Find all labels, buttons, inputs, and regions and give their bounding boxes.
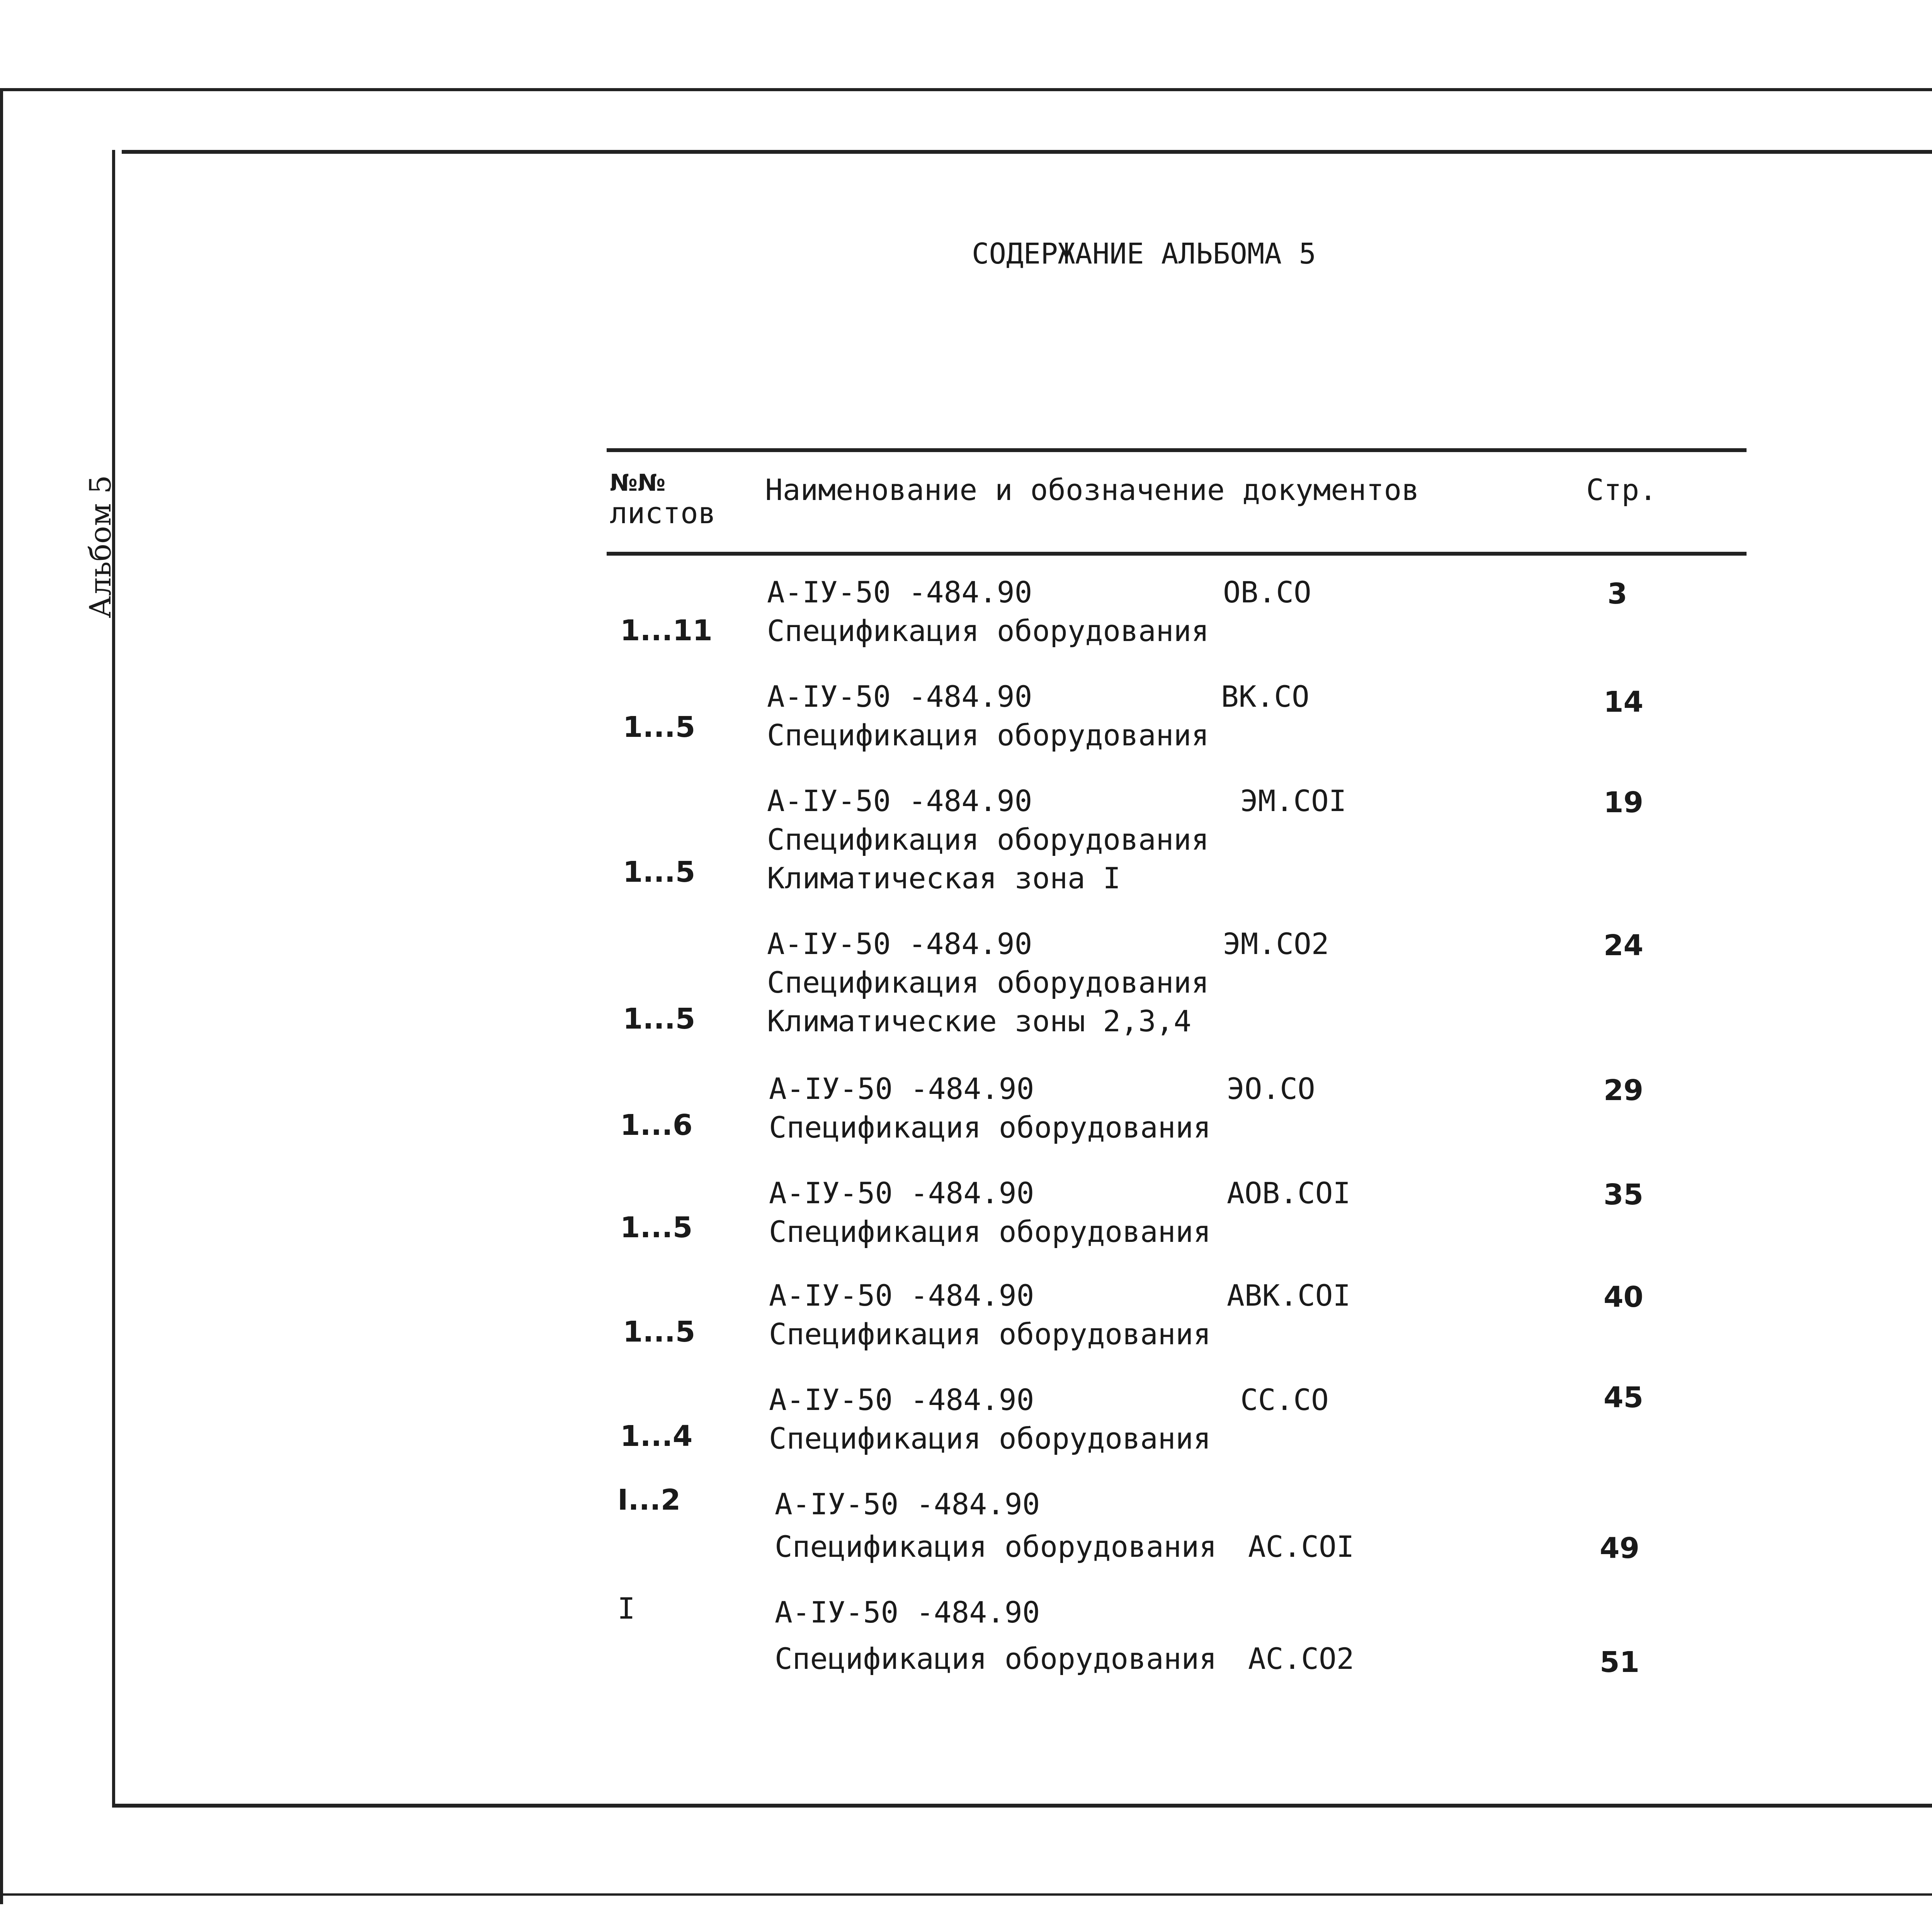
header-sheets: листов bbox=[610, 496, 716, 530]
row-desc: Спецификация оборудования bbox=[767, 965, 1209, 1000]
header-name: Наименование и обозначение документов bbox=[765, 473, 1419, 507]
row-page: 40 bbox=[1604, 1281, 1643, 1314]
row-page: 35 bbox=[1604, 1178, 1643, 1211]
row-page: 29 bbox=[1604, 1074, 1643, 1107]
row-sheets: 1...6 bbox=[620, 1109, 693, 1142]
frame-bottom-inner bbox=[112, 1804, 1932, 1808]
row-desc: Спецификация оборудования bbox=[775, 1641, 1217, 1676]
row-desc: Спецификация оборудования bbox=[769, 1214, 1211, 1249]
row-sheets: 1...4 bbox=[620, 1420, 693, 1453]
header-page: Стр. bbox=[1586, 473, 1657, 507]
row-mark: АС.СО2 bbox=[1248, 1641, 1354, 1676]
row-desc-2: Климатическая зона I bbox=[767, 861, 1121, 895]
row-sheets: 1...11 bbox=[620, 614, 713, 647]
row-sheets: 1...5 bbox=[623, 1002, 696, 1036]
frame-left-inner bbox=[112, 150, 115, 1808]
frame-left-outer bbox=[0, 88, 3, 1904]
row-mark: ЭМ.СОI bbox=[1240, 784, 1347, 818]
row-page: 3 bbox=[1607, 577, 1628, 611]
row-mark: АОВ.СОI bbox=[1227, 1176, 1351, 1210]
side-label: Альбом 5 bbox=[83, 475, 117, 618]
row-page: 49 bbox=[1600, 1532, 1639, 1565]
row-mark: ОВ.СО bbox=[1223, 575, 1311, 609]
row-desc: Спецификация оборудования bbox=[769, 1421, 1211, 1456]
row-mark: ЭМ.СО2 bbox=[1223, 927, 1329, 961]
row-sheets: I bbox=[617, 1591, 635, 1626]
row-code: А-IУ-50 -484.90 bbox=[769, 1176, 1034, 1210]
row-mark: ВК.СО bbox=[1221, 679, 1310, 714]
row-page: 51 bbox=[1600, 1646, 1639, 1679]
row-sheets: I...2 bbox=[617, 1483, 681, 1517]
row-sheets: 1...5 bbox=[623, 855, 696, 889]
frame-top-outer bbox=[0, 88, 1932, 91]
table-header-rule bbox=[607, 552, 1747, 556]
row-page: 14 bbox=[1604, 685, 1643, 719]
frame-bottom-outer bbox=[0, 1893, 1932, 1896]
row-code: А-IУ-50 -484.90 bbox=[775, 1595, 1040, 1629]
row-code: А-IУ-50 -484.90 bbox=[775, 1487, 1040, 1521]
header-sheets-no: №№ bbox=[610, 469, 666, 497]
row-mark: ЭО.СО bbox=[1227, 1071, 1315, 1106]
page-title: СОДЕРЖАНИЕ АЛЬБОМА 5 bbox=[972, 237, 1316, 270]
row-sheets: 1...5 bbox=[623, 1315, 696, 1349]
row-code: А-IУ-50 -484.90 bbox=[769, 1383, 1034, 1417]
row-code: А-IУ-50 -484.90 bbox=[767, 679, 1032, 714]
row-mark: СС.СО bbox=[1240, 1383, 1329, 1417]
row-sheets: 1...5 bbox=[623, 711, 696, 744]
row-code: А-IУ-50 -484.90 bbox=[769, 1278, 1034, 1313]
row-code: А-IУ-50 -484.90 bbox=[767, 927, 1032, 961]
row-desc: Спецификация оборудования bbox=[769, 1317, 1211, 1351]
row-page: 19 bbox=[1604, 786, 1643, 819]
frame-top-inner bbox=[122, 150, 1932, 154]
row-sheets: 1...5 bbox=[620, 1211, 693, 1244]
table-top-rule bbox=[607, 448, 1747, 452]
row-mark: АВК.СОI bbox=[1227, 1278, 1351, 1313]
row-desc-2: Климатические зоны 2,3,4 bbox=[767, 1004, 1192, 1038]
row-page: 45 bbox=[1604, 1381, 1643, 1414]
row-desc: Спецификация оборудования bbox=[767, 718, 1209, 752]
row-code: А-IУ-50 -484.90 bbox=[769, 1071, 1034, 1106]
row-code: А-IУ-50 -484.90 bbox=[767, 575, 1032, 609]
row-desc: Спецификация оборудования bbox=[767, 614, 1209, 648]
row-page: 24 bbox=[1604, 929, 1643, 962]
row-mark: АС.СОI bbox=[1248, 1529, 1354, 1564]
row-desc: Спецификация оборудования bbox=[769, 1110, 1211, 1145]
row-desc: Спецификация оборудования bbox=[775, 1529, 1217, 1564]
row-code: А-IУ-50 -484.90 bbox=[767, 784, 1032, 818]
row-desc: Спецификация оборудования bbox=[767, 822, 1209, 857]
